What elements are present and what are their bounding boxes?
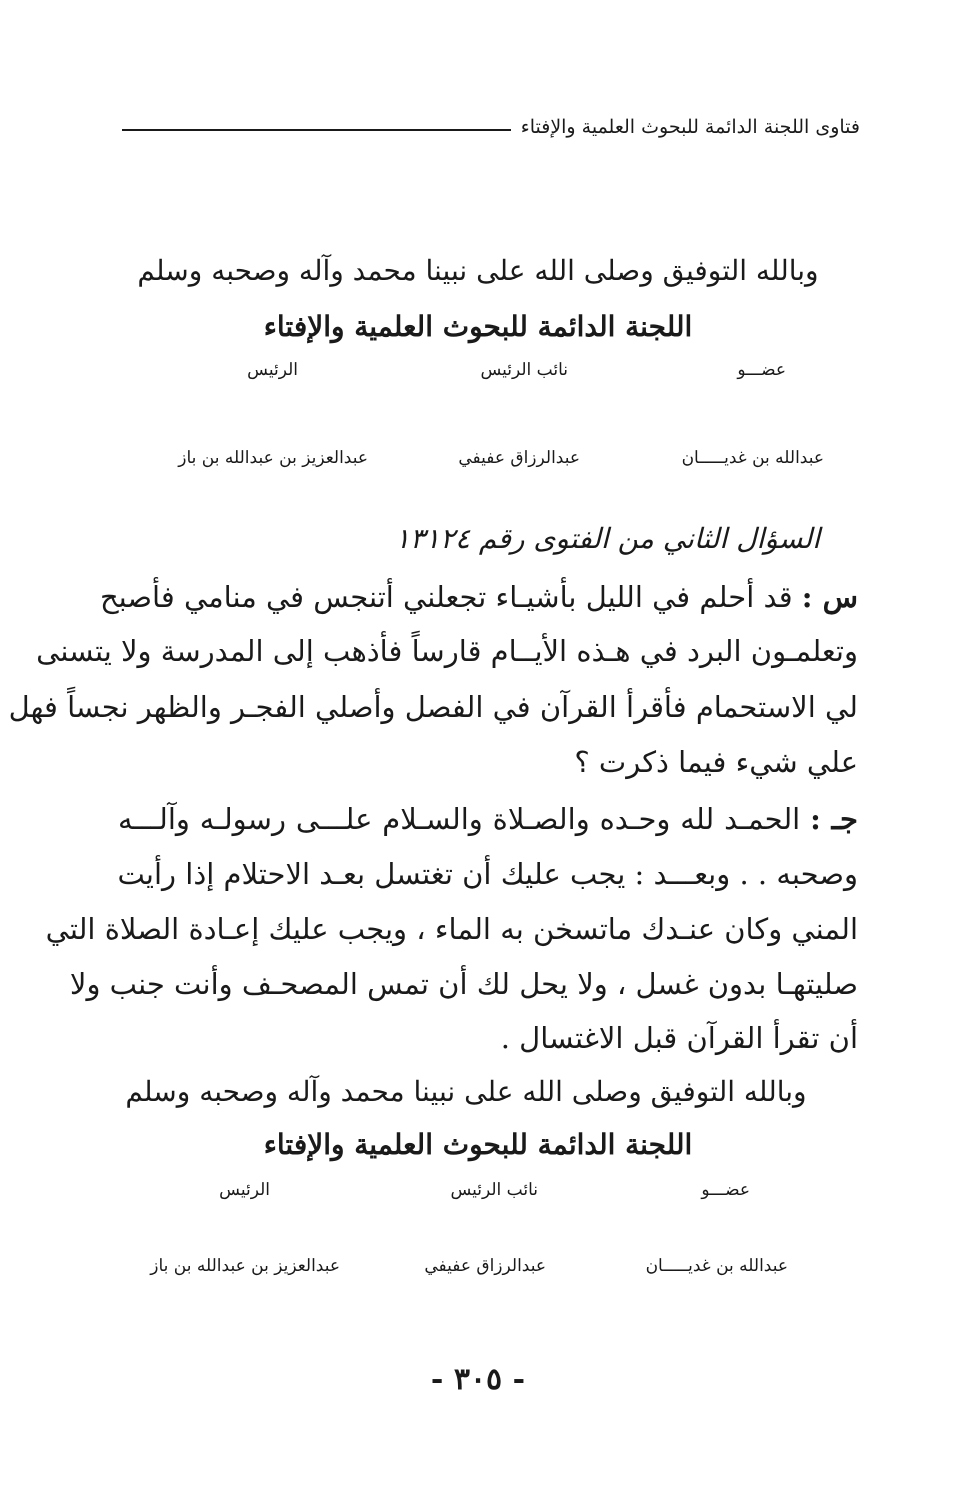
answer-text: الحمـد لله وحـده والصـلاة والسـلام علـــى رسولـه وآلـــه xyxy=(118,802,801,836)
name-member: عبدالله بن غديـــــان xyxy=(681,448,824,468)
answer-label: جـ : xyxy=(810,802,858,836)
closing-formula: وبالله التوفيق وصلى الله على نبينا محمد وآله وصحبه وسلم xyxy=(125,1075,807,1108)
answer-line: وصحبه . . وبعـــد : يجب عليك أن تغتسل بعـد الاحتلام إذا رأيت xyxy=(117,857,858,891)
signatory-names-row xyxy=(0,448,956,478)
closing-formula: وبالله التوفيق وصلى الله على نبينا محمد وآله وصحبه وسلم xyxy=(137,254,819,287)
answer-line: المني وكان عنـدك ماتسخن به الماء ، ويجب عليك إعـادة الصلاة التي xyxy=(45,912,858,946)
answer-line: صليتهـا بدون غسل ، ولا يحل لك أن تمس المصحـف وأنت جنب ولا xyxy=(69,967,858,1001)
answer-line: أن تقرأ القرآن قبل الاغتسال . xyxy=(500,1021,858,1055)
name-president: عبدالعزيز بن عبدالله بن باز xyxy=(178,448,368,468)
title-member: عضـــو xyxy=(737,360,786,380)
name-member: عبدالله بن غديـــــان xyxy=(645,1256,788,1276)
name-vice-president: عبدالرزاق عفيفي xyxy=(424,1256,546,1276)
committee-name: اللجنة الدائمة للبحوث العلمية والإفتاء xyxy=(263,310,693,343)
committee-name: اللجنة الدائمة للبحوث العلمية والإفتاء xyxy=(263,1128,693,1161)
fatwa-heading: السؤال الثاني من الفتوى رقم ١٣١٢٤ xyxy=(394,522,820,555)
title-vice-president: نائب الرئيس xyxy=(480,360,568,380)
running-header-title: فتاوى اللجنة الدائمة للبحوث العلمية والإفتاء xyxy=(520,116,860,138)
name-vice-president: عبدالرزاق عفيفي xyxy=(458,448,580,468)
title-member: عضـــو xyxy=(701,1180,750,1200)
answer-line xyxy=(118,802,858,837)
question-text: قد أحلم في الليل بأشيـاء تجعلني أتنجس في منامي فأصبح xyxy=(99,580,793,614)
question-label: س : xyxy=(801,580,858,614)
header-rule xyxy=(122,129,511,131)
question-line: علي شيء فيما ذكرت ؟ xyxy=(574,745,858,779)
question-line: لي الاستحمام فأقرأ القرآن في الفصل وأصلي الفجـر والظهر نجساً فهل xyxy=(8,690,858,724)
signatory-titles-row xyxy=(0,360,956,390)
running-header xyxy=(122,112,860,142)
name-president: عبدالعزيز بن عبدالله بن باز xyxy=(150,1256,340,1276)
signatory-names-row xyxy=(0,1256,956,1286)
title-vice-president: نائب الرئيس xyxy=(450,1180,538,1200)
question-line: وتعلمـون البرد في هـذه الأيــام قارساً فأذهب إلى المدرسة ولا يتسنى xyxy=(36,634,858,668)
title-president: الرئيس xyxy=(219,1180,270,1200)
question-line xyxy=(99,580,858,615)
page-number: - ٣٠٥ - xyxy=(430,1362,526,1397)
title-president: الرئيس xyxy=(247,360,298,380)
signatory-titles-row xyxy=(0,1180,956,1210)
